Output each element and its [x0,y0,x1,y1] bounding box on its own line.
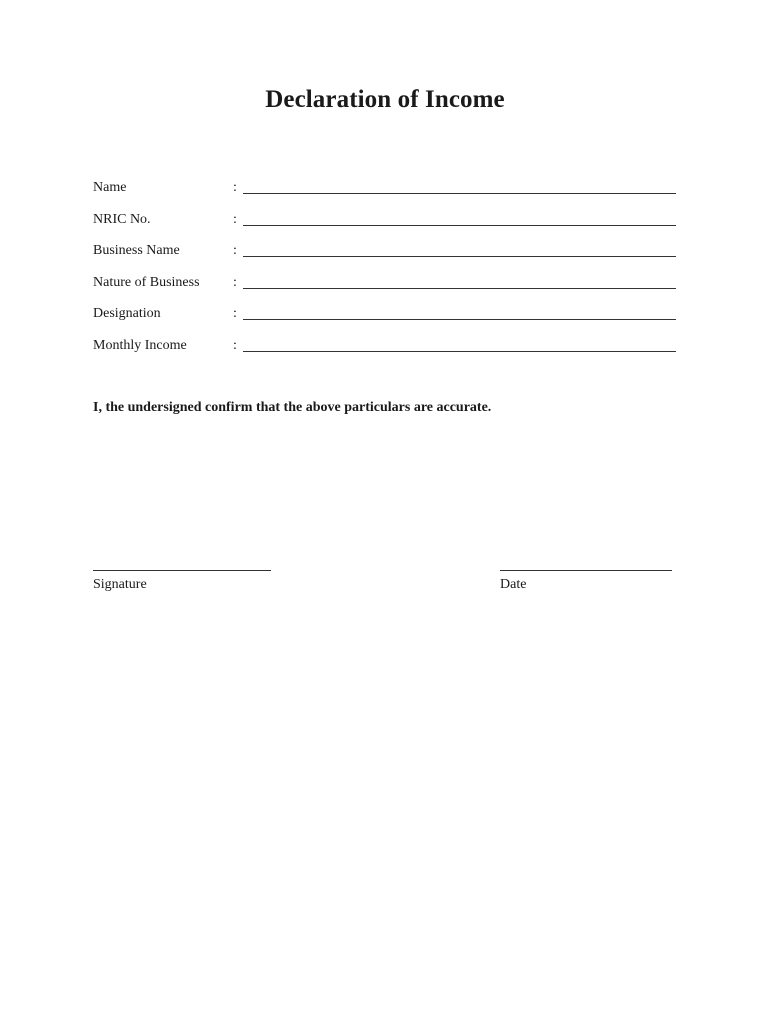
field-row-nric [93,210,683,242]
field-label-designation: Designation [93,306,161,322]
document-title: Declaration of Income [265,86,505,113]
field-row-designation [93,304,683,336]
designation-field-line[interactable] [243,319,676,320]
field-row-monthly-income [93,336,683,368]
signature-line[interactable] [93,570,271,571]
field-colon: : [233,337,237,353]
business-name-field-line[interactable] [243,256,676,257]
field-colon: : [233,243,237,259]
nature-of-business-field-line[interactable] [243,288,676,289]
date-line[interactable] [500,570,672,571]
field-label-name: Name [93,180,127,195]
field-label-monthly-income: Monthly Income [93,337,187,353]
field-colon: : [233,180,237,195]
field-row-nature-of-business [93,273,683,305]
field-row-business-name [93,241,683,273]
field-colon: : [233,211,237,227]
monthly-income-field-line[interactable] [243,351,676,352]
field-colon: : [233,274,237,290]
nric-field-line[interactable] [243,225,676,226]
field-label-nric: NRIC No. [93,211,151,227]
field-label-nature-of-business: Nature of Business [93,274,200,290]
declaration-statement: I, the undersigned confirm that the above particulars are accurate. [93,400,492,415]
field-row-name [93,178,683,210]
field-colon: : [233,306,237,322]
form-fields [93,178,683,368]
date-label: Date [500,577,527,592]
field-label-business-name: Business Name [93,243,180,259]
signature-label: Signature [93,577,147,592]
name-field-line[interactable] [243,193,676,194]
